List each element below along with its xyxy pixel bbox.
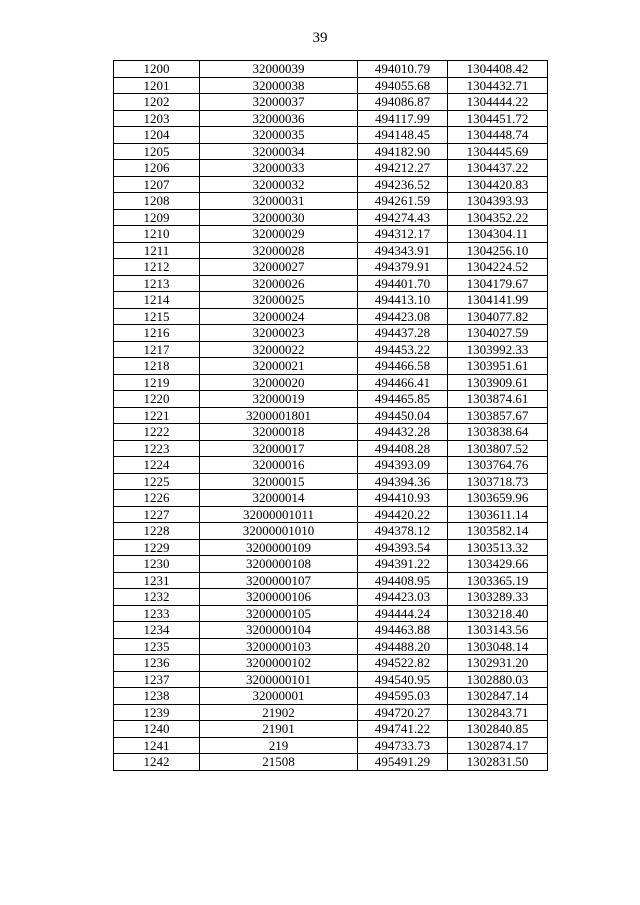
- y-coordinate-cell: 1303992.33: [448, 341, 548, 358]
- x-coordinate-cell: 494055.68: [358, 77, 448, 94]
- table-row: [114, 589, 548, 606]
- y-coordinate-cell: 1303909.61: [448, 374, 548, 391]
- point-id-cell: 3200000107: [200, 572, 358, 589]
- table-row: [114, 275, 548, 292]
- x-coordinate-cell: 494741.22: [358, 721, 448, 738]
- point-id-cell: 21901: [200, 721, 358, 738]
- point-id-cell: 32000033: [200, 160, 358, 177]
- x-coordinate-cell: 494432.28: [358, 424, 448, 441]
- point-number-cell: 1215: [114, 308, 200, 325]
- y-coordinate-cell: 1302840.85: [448, 721, 548, 738]
- x-coordinate-cell: 494212.27: [358, 160, 448, 177]
- table-row: [114, 721, 548, 738]
- y-coordinate-cell: 1303429.66: [448, 556, 548, 573]
- table-row: [114, 638, 548, 655]
- point-number-cell: 1230: [114, 556, 200, 573]
- x-coordinate-cell: 494274.43: [358, 209, 448, 226]
- y-coordinate-cell: 1304445.69: [448, 143, 548, 160]
- point-number-cell: 1224: [114, 457, 200, 474]
- table-row: [114, 655, 548, 672]
- y-coordinate-cell: 1303143.56: [448, 622, 548, 639]
- point-number-cell: 1242: [114, 754, 200, 771]
- table-row: [114, 424, 548, 441]
- y-coordinate-cell: 1303048.14: [448, 638, 548, 655]
- table-row: [114, 242, 548, 259]
- point-id-cell: 3200000105: [200, 605, 358, 622]
- point-number-cell: 1232: [114, 589, 200, 606]
- point-id-cell: 32000016: [200, 457, 358, 474]
- x-coordinate-cell: 494410.93: [358, 490, 448, 507]
- point-number-cell: 1211: [114, 242, 200, 259]
- point-id-cell: 32000031: [200, 193, 358, 210]
- x-coordinate-cell: 494401.70: [358, 275, 448, 292]
- table-row: [114, 391, 548, 408]
- table-row: [114, 457, 548, 474]
- point-id-cell: 32000019: [200, 391, 358, 408]
- point-id-cell: 32000037: [200, 94, 358, 111]
- x-coordinate-cell: 494488.20: [358, 638, 448, 655]
- y-coordinate-cell: 1303951.61: [448, 358, 548, 375]
- table-row: [114, 358, 548, 375]
- point-id-cell: 32000022: [200, 341, 358, 358]
- x-coordinate-cell: 494393.09: [358, 457, 448, 474]
- y-coordinate-cell: 1304408.42: [448, 61, 548, 78]
- y-coordinate-cell: 1303764.76: [448, 457, 548, 474]
- table-row: [114, 77, 548, 94]
- table-row: [114, 688, 548, 705]
- point-id-cell: 32000001011: [200, 506, 358, 523]
- point-id-cell: 32000029: [200, 226, 358, 243]
- y-coordinate-cell: 1304256.10: [448, 242, 548, 259]
- x-coordinate-cell: 494444.24: [358, 605, 448, 622]
- point-number-cell: 1233: [114, 605, 200, 622]
- point-id-cell: 32000039: [200, 61, 358, 78]
- x-coordinate-cell: 494236.52: [358, 176, 448, 193]
- table-row: [114, 259, 548, 276]
- point-id-cell: 3200000103: [200, 638, 358, 655]
- y-coordinate-cell: 1304420.83: [448, 176, 548, 193]
- point-number-cell: 1236: [114, 655, 200, 672]
- x-coordinate-cell: 494086.87: [358, 94, 448, 111]
- table-row: [114, 490, 548, 507]
- y-coordinate-cell: 1303807.52: [448, 440, 548, 457]
- point-id-cell: 32000036: [200, 110, 358, 127]
- y-coordinate-cell: 1304432.71: [448, 77, 548, 94]
- y-coordinate-cell: 1303874.61: [448, 391, 548, 408]
- x-coordinate-cell: 494394.36: [358, 473, 448, 490]
- y-coordinate-cell: 1304352.22: [448, 209, 548, 226]
- point-id-cell: 32000038: [200, 77, 358, 94]
- point-id-cell: 219: [200, 737, 358, 754]
- table-row: [114, 523, 548, 540]
- table-row: [114, 308, 548, 325]
- table-row: [114, 572, 548, 589]
- y-coordinate-cell: 1304448.74: [448, 127, 548, 144]
- point-id-cell: 32000030: [200, 209, 358, 226]
- x-coordinate-cell: 494420.22: [358, 506, 448, 523]
- table-row: [114, 209, 548, 226]
- x-coordinate-cell: 494408.28: [358, 440, 448, 457]
- table-row: [114, 556, 548, 573]
- point-number-cell: 1208: [114, 193, 200, 210]
- point-id-cell: 3200000108: [200, 556, 358, 573]
- point-id-cell: 32000020: [200, 374, 358, 391]
- point-id-cell: 32000015: [200, 473, 358, 490]
- point-number-cell: 1234: [114, 622, 200, 639]
- x-coordinate-cell: 494720.27: [358, 704, 448, 721]
- point-number-cell: 1207: [114, 176, 200, 193]
- point-number-cell: 1239: [114, 704, 200, 721]
- point-id-cell: 32000035: [200, 127, 358, 144]
- point-number-cell: 1202: [114, 94, 200, 111]
- point-number-cell: 1229: [114, 539, 200, 556]
- point-number-cell: 1210: [114, 226, 200, 243]
- point-id-cell: 3200000104: [200, 622, 358, 639]
- point-number-cell: 1203: [114, 110, 200, 127]
- point-number-cell: 1226: [114, 490, 200, 507]
- point-id-cell: 32000025: [200, 292, 358, 309]
- point-number-cell: 1218: [114, 358, 200, 375]
- x-coordinate-cell: 494733.73: [358, 737, 448, 754]
- x-coordinate-cell: 494393.54: [358, 539, 448, 556]
- point-id-cell: 32000028: [200, 242, 358, 259]
- y-coordinate-cell: 1304437.22: [448, 160, 548, 177]
- y-coordinate-cell: 1304224.52: [448, 259, 548, 276]
- point-number-cell: 1223: [114, 440, 200, 457]
- point-number-cell: 1225: [114, 473, 200, 490]
- y-coordinate-cell: 1302847.14: [448, 688, 548, 705]
- point-id-cell: 32000032: [200, 176, 358, 193]
- point-number-cell: 1235: [114, 638, 200, 655]
- table-row: [114, 193, 548, 210]
- x-coordinate-cell: 494343.91: [358, 242, 448, 259]
- table-row: [114, 671, 548, 688]
- x-coordinate-cell: 494450.04: [358, 407, 448, 424]
- x-coordinate-cell: 494413.10: [358, 292, 448, 309]
- point-number-cell: 1221: [114, 407, 200, 424]
- table-row: [114, 176, 548, 193]
- point-number-cell: 1222: [114, 424, 200, 441]
- point-number-cell: 1212: [114, 259, 200, 276]
- x-coordinate-cell: 494466.41: [358, 374, 448, 391]
- y-coordinate-cell: 1302931.20: [448, 655, 548, 672]
- y-coordinate-cell: 1304141.99: [448, 292, 548, 309]
- point-number-cell: 1200: [114, 61, 200, 78]
- y-coordinate-cell: 1304444.22: [448, 94, 548, 111]
- point-id-cell: 3200000101: [200, 671, 358, 688]
- x-coordinate-cell: 494423.03: [358, 589, 448, 606]
- x-coordinate-cell: 494437.28: [358, 325, 448, 342]
- coordinates-table: [113, 60, 548, 771]
- x-coordinate-cell: 494010.79: [358, 61, 448, 78]
- y-coordinate-cell: 1303218.40: [448, 605, 548, 622]
- y-coordinate-cell: 1302843.71: [448, 704, 548, 721]
- table-row: [114, 374, 548, 391]
- point-number-cell: 1201: [114, 77, 200, 94]
- point-number-cell: 1241: [114, 737, 200, 754]
- x-coordinate-cell: 494391.22: [358, 556, 448, 573]
- point-number-cell: 1204: [114, 127, 200, 144]
- y-coordinate-cell: 1304179.67: [448, 275, 548, 292]
- x-coordinate-cell: 494117.99: [358, 110, 448, 127]
- page-number: 39: [312, 30, 328, 46]
- x-coordinate-cell: 494466.58: [358, 358, 448, 375]
- point-id-cell: 32000001: [200, 688, 358, 705]
- point-number-cell: 1227: [114, 506, 200, 523]
- point-number-cell: 1219: [114, 374, 200, 391]
- y-coordinate-cell: 1303289.33: [448, 589, 548, 606]
- y-coordinate-cell: 1302880.03: [448, 671, 548, 688]
- point-id-cell: 32000024: [200, 308, 358, 325]
- point-id-cell: 32000026: [200, 275, 358, 292]
- x-coordinate-cell: 494453.22: [358, 341, 448, 358]
- point-id-cell: 32000018: [200, 424, 358, 441]
- x-coordinate-cell: 494182.90: [358, 143, 448, 160]
- point-id-cell: 3200000106: [200, 589, 358, 606]
- y-coordinate-cell: 1304393.93: [448, 193, 548, 210]
- point-id-cell: 32000014: [200, 490, 358, 507]
- table-row: [114, 292, 548, 309]
- x-coordinate-cell: 494463.88: [358, 622, 448, 639]
- x-coordinate-cell: 494312.17: [358, 226, 448, 243]
- table-row: [114, 539, 548, 556]
- point-id-cell: 3200001801: [200, 407, 358, 424]
- table-row: [114, 110, 548, 127]
- y-coordinate-cell: 1304451.72: [448, 110, 548, 127]
- point-number-cell: 1231: [114, 572, 200, 589]
- point-id-cell: 32000021: [200, 358, 358, 375]
- point-number-cell: 1237: [114, 671, 200, 688]
- x-coordinate-cell: 494148.45: [358, 127, 448, 144]
- table-row: [114, 754, 548, 771]
- table-row: [114, 61, 548, 78]
- point-id-cell: 21902: [200, 704, 358, 721]
- point-id-cell: 3200000109: [200, 539, 358, 556]
- x-coordinate-cell: 494378.12: [358, 523, 448, 540]
- table-row: [114, 473, 548, 490]
- table-row: [114, 622, 548, 639]
- table-row: [114, 506, 548, 523]
- y-coordinate-cell: 1303838.64: [448, 424, 548, 441]
- table-row: [114, 704, 548, 721]
- x-coordinate-cell: 495491.29: [358, 754, 448, 771]
- y-coordinate-cell: 1304027.59: [448, 325, 548, 342]
- x-coordinate-cell: 494540.95: [358, 671, 448, 688]
- point-id-cell: 32000001010: [200, 523, 358, 540]
- x-coordinate-cell: 494379.91: [358, 259, 448, 276]
- y-coordinate-cell: 1303857.67: [448, 407, 548, 424]
- table-row: [114, 737, 548, 754]
- point-number-cell: 1209: [114, 209, 200, 226]
- table-body: [114, 61, 548, 771]
- x-coordinate-cell: 494595.03: [358, 688, 448, 705]
- table-row: [114, 341, 548, 358]
- x-coordinate-cell: 494261.59: [358, 193, 448, 210]
- table-row: [114, 127, 548, 144]
- point-number-cell: 1238: [114, 688, 200, 705]
- point-number-cell: 1240: [114, 721, 200, 738]
- y-coordinate-cell: 1303659.96: [448, 490, 548, 507]
- x-coordinate-cell: 494465.85: [358, 391, 448, 408]
- point-number-cell: 1228: [114, 523, 200, 540]
- point-number-cell: 1217: [114, 341, 200, 358]
- point-id-cell: 32000023: [200, 325, 358, 342]
- y-coordinate-cell: 1304304.11: [448, 226, 548, 243]
- y-coordinate-cell: 1303582.14: [448, 523, 548, 540]
- point-number-cell: 1220: [114, 391, 200, 408]
- y-coordinate-cell: 1303513.32: [448, 539, 548, 556]
- point-id-cell: 32000027: [200, 259, 358, 276]
- table-row: [114, 160, 548, 177]
- table-row: [114, 226, 548, 243]
- y-coordinate-cell: 1303718.73: [448, 473, 548, 490]
- y-coordinate-cell: 1302831.50: [448, 754, 548, 771]
- point-number-cell: 1213: [114, 275, 200, 292]
- table-row: [114, 94, 548, 111]
- point-id-cell: 21508: [200, 754, 358, 771]
- point-number-cell: 1216: [114, 325, 200, 342]
- x-coordinate-cell: 494522.82: [358, 655, 448, 672]
- y-coordinate-cell: 1304077.82: [448, 308, 548, 325]
- point-number-cell: 1214: [114, 292, 200, 309]
- y-coordinate-cell: 1302874.17: [448, 737, 548, 754]
- table-row: [114, 325, 548, 342]
- point-number-cell: 1205: [114, 143, 200, 160]
- point-id-cell: 32000017: [200, 440, 358, 457]
- point-id-cell: 3200000102: [200, 655, 358, 672]
- point-id-cell: 32000034: [200, 143, 358, 160]
- y-coordinate-cell: 1303365.19: [448, 572, 548, 589]
- table-row: [114, 440, 548, 457]
- x-coordinate-cell: 494408.95: [358, 572, 448, 589]
- y-coordinate-cell: 1303611.14: [448, 506, 548, 523]
- table-row: [114, 143, 548, 160]
- point-number-cell: 1206: [114, 160, 200, 177]
- table-row: [114, 605, 548, 622]
- table-row: [114, 407, 548, 424]
- x-coordinate-cell: 494423.08: [358, 308, 448, 325]
